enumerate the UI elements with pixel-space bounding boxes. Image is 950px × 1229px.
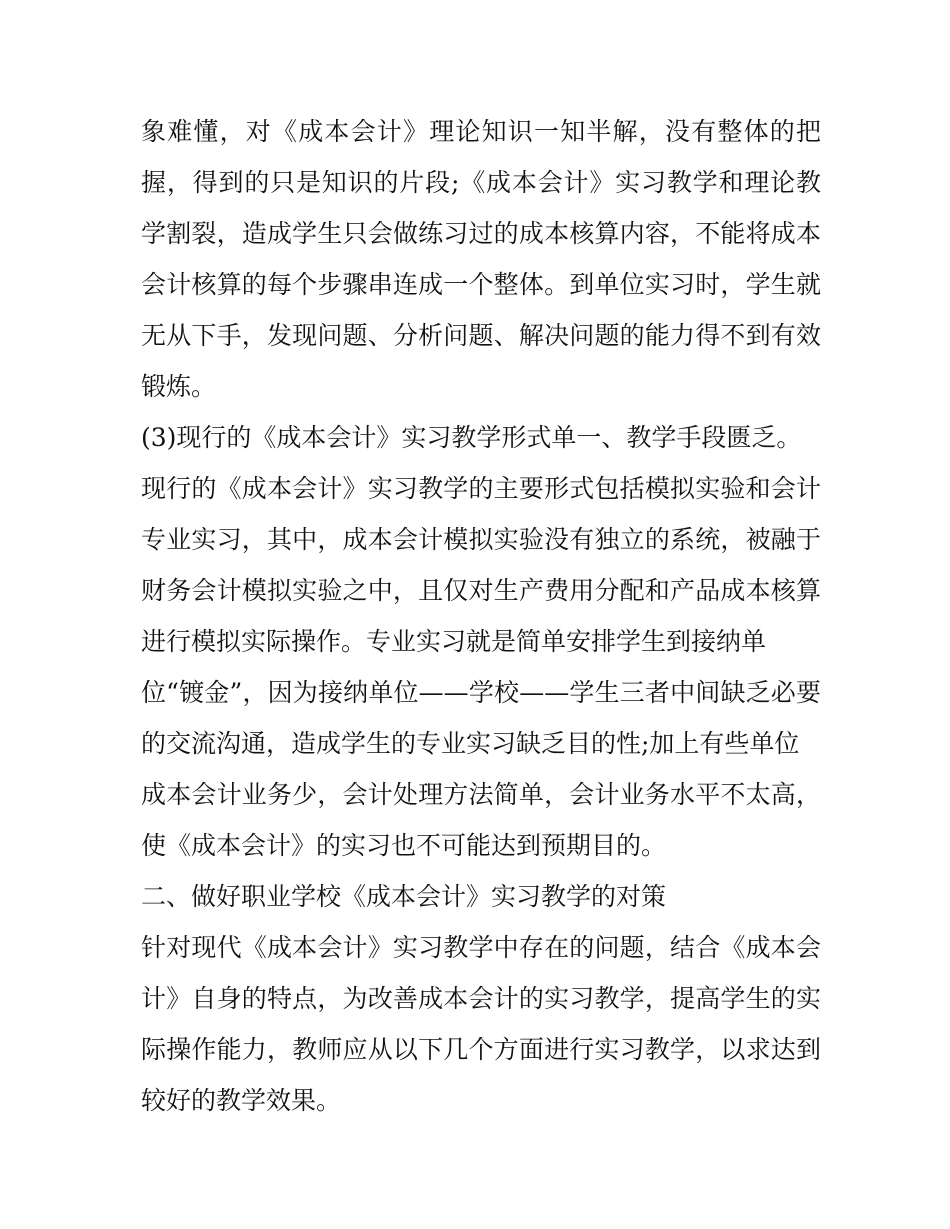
text-line: 锻炼。 <box>141 372 217 401</box>
text-line: 专业实习，其中，成本会计模拟实验没有独立的系统，被融于 <box>141 525 821 554</box>
text-line: 二、做好职业学校《成本会计》实习教学的对策 <box>141 882 667 911</box>
text-line: 计》自身的特点，为改善成本会计的实习教学，提高学生的实 <box>141 984 821 1013</box>
text-line: 财务会计模拟实验之中，且仅对生产费用分配和产品成本核算 <box>141 576 821 605</box>
text-line: 学割裂，造成学生只会做练习过的成本核算内容，不能将成本 <box>141 219 821 248</box>
body-text <box>141 106 821 1126</box>
text-line: 象难懂，对《成本会计》理论知识一知半解，没有整体的把 <box>141 117 821 146</box>
text-line: 较好的教学效果。 <box>141 1086 342 1115</box>
text-line: 会计核算的每个步骤串连成一个整体。到单位实习时，学生就 <box>141 270 821 299</box>
text-line: (3)现行的《成本会计》实习教学形式单一、教学手段匮乏。 <box>141 423 802 452</box>
text-line: 成本会计业务少，会计处理方法简单，会计业务水平不太高， <box>141 780 821 809</box>
text-line: 进行模拟实际操作。专业实习就是简单安排学生到接纳单 <box>141 627 767 656</box>
text-line: 无从下手，发现问题、分析问题、解决问题的能力得不到有效 <box>141 321 821 350</box>
text-line: 位“镀金”，因为接纳单位——学校——学生三者中间缺乏必要 <box>141 678 821 707</box>
text-line: 使《成本会计》的实习也不可能达到预期目的。 <box>141 831 667 860</box>
text-line: 的交流沟通，造成学生的专业实习缺乏目的性;加上有些单位 <box>141 729 800 758</box>
text-line: 现行的《成本会计》实习教学的主要形式包括模拟实验和会计 <box>141 474 821 503</box>
text-line: 握，得到的只是知识的片段;《成本会计》实习教学和理论教 <box>141 168 821 197</box>
text-line: 针对现代《成本会计》实习教学中存在的问题，结合《成本会 <box>141 933 821 962</box>
text-line: 际操作能力，教师应从以下几个方面进行实习教学，以求达到 <box>141 1035 821 1064</box>
